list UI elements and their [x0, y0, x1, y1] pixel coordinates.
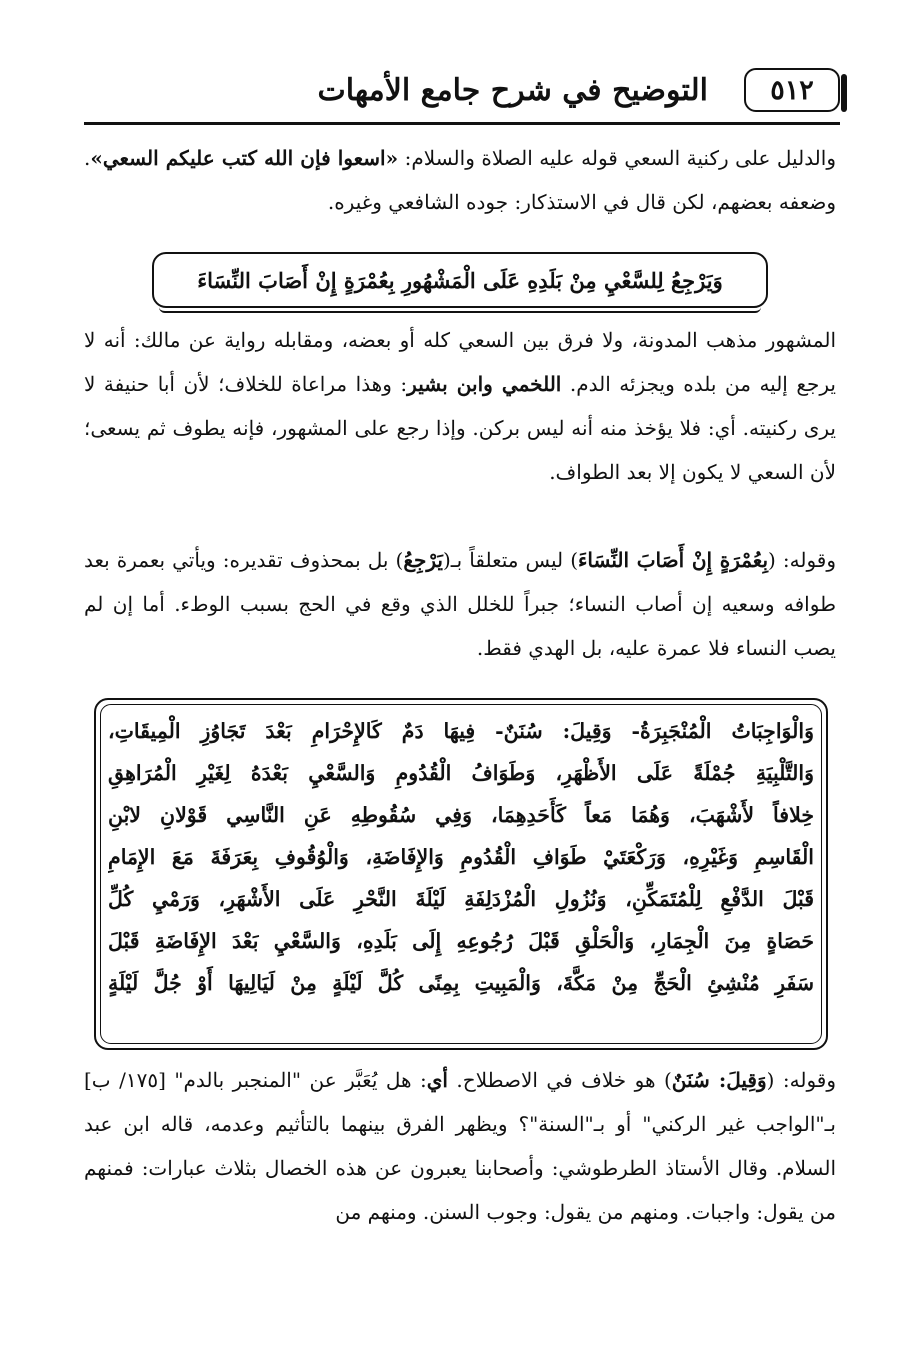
book-title: التوضيح في شرح جامع الأمهات [317, 72, 708, 108]
quoted-matn-phrase: وَقِيلَ: سُنَنٌ [671, 1068, 767, 1092]
quoted-matn-phrase: بِعُمْرَةٍ إِنْ أَصَابَ النِّسَاءَ [578, 548, 769, 572]
paragraph-umra-commentary: وقوله: (بِعُمْرَةٍ إِنْ أَصَابَ النِّسَاءَ) ليس متعلقاً بـ(يَرْجِعُ) بل بمحذوف تقديره: ويأتي بعمرة بعد طوافه وسعيه إن أصاب النساء؛ جبراً للخلل الذي وقع في الحج بسبب الوطء. أما إن لم يصب النساء فلا عمرة عليه، بل الهدي فقط. [84, 548, 836, 660]
matn-box-return-for-sai [152, 252, 768, 308]
matn-line: سَفَرِ مُنْشِئِ الْحَجِّ مِنْ مَكَّةَ، وَالْمَبِيتِ بِمِنًى كُلَّ لَيْلَةٍ مِنْ لَيَالِيهَا أَوْ جُلَّ لَيْلَةٍ [108, 971, 814, 995]
hadith-quote: «اسعوا فإن الله كتب عليكم السعي» [90, 146, 399, 170]
matn-line: وَالْوَاجِبَاتُ الْمُنْجَبِرَةُ- وَقِيلَ: سُنَنٌ- فِيهَا دَمٌ كَالإِحْرَامِ بَعْدَ تَجَاوُزِ الْمِيقَاتِ، [108, 719, 814, 743]
paragraph-mashhur-commentary: المشهور مذهب المدونة، ولا فرق بين السعي كله أو بعضه، ومقابله رواية عن مالك: أنه لا يرجع إليه من بلده ويجزئه الدم. اللخمي وابن بشير: وهذا مراعاة للخلاف؛ لأن أبا حنيفة لا يرى ركنيته. أي: فلا يؤخذ منه أنه ليس بركن. وإذا رجع على المشهور، فإنه يطوف ثم يسعى؛ لأن السعي لا يكون إلا بعد الطواف. [84, 328, 836, 484]
explanation-marker: أي [426, 1068, 448, 1092]
matn-line: خِلافاً لأَشْهَبَ، وَهُمَا مَعاً كَأَحَدِهِمَا، وَفِي سُقُوطِهِ عَنِ النَّاسِي قَوْلانِ لابْنِ [108, 803, 814, 827]
page-number: ٥١٢ [744, 68, 840, 112]
matn-line: وَالتَّلْبِيَةِ جُمْلَةً عَلَى الأَظْهَرِ، وَطَوَافُ الْقُدُومِ وَالسَّعْيِ بَعْدَهُ لِغَيْرِ الْمُرَاهِقِ [108, 761, 814, 785]
scholar-names: اللخمي وابن بشير [407, 372, 562, 396]
matn-line: حَصَاةٍ مِنَ الْجِمَارِ، وَالْحَلْقِ قَبْلَ رُجُوعِهِ إِلَى بَلَدِهِ، وَالسَّعْيِ بَعْدَ الإِفَاضَةِ قَبْلَ [108, 929, 814, 953]
paragraph-sai-evidence: والدليل على ركنية السعي قوله عليه الصلاة والسلام: «اسعوا فإن الله كتب عليكم السعي». وضعفه بعضهم، لكن قال في الاستذكار: جوده الشافعي وغيره. [84, 146, 836, 214]
header-rule [84, 122, 840, 125]
matn-box-wajibat [94, 698, 828, 1050]
matn-text: وَيَرْجِعُ لِلسَّعْيِ مِنْ بَلَدِهِ عَلَى الْمَشْهُورِ بِعُمْرَةٍ إِنْ أَصَابَ النِّسَاءَ [197, 267, 723, 293]
page-header [84, 62, 840, 126]
matn-line: قَبْلَ الدَّفْعِ لِلْمُتَمَكِّنِ، وَنُزُولِ الْمُزْدَلِفَةِ لَيْلَةَ النَّحْرِ عَلَى الأَشْهَرِ، وَرَمْيِ كُلِّ [108, 887, 814, 911]
quoted-matn-word: يَرْجِعُ [403, 548, 443, 572]
matn-line: الْقَاسِمِ وَغَيْرِهِ، وَرَكْعَتَيْ طَوَافِ الْقُدُومِ وَالإِفَاضَةِ، وَالْوُقُوفِ بِعَرَفَةَ مَعَ الإِمَامِ [108, 845, 814, 869]
paragraph-sunan-commentary: وقوله: (وَقِيلَ: سُنَنٌ) هو خلاف في الاصطلاح. أي: هل يُعَبَّر عن "المنجبر بالدم" [١٧٥/ ب] بـ"الواجب غير الركني" أو بـ"السنة"؟ ويظهر الفرق بينهما بالتأثيم وعدمه، قاله ابن عبد السلام. وقال الأستاذ الطرطوشي: وأصحابنا يعبرون عن هذه الخصال بثلاث عبارات: فمنهم من يقول: واجبات. ومنهم من يقول: وجوب السنن. ومنهم من [84, 1068, 837, 1224]
